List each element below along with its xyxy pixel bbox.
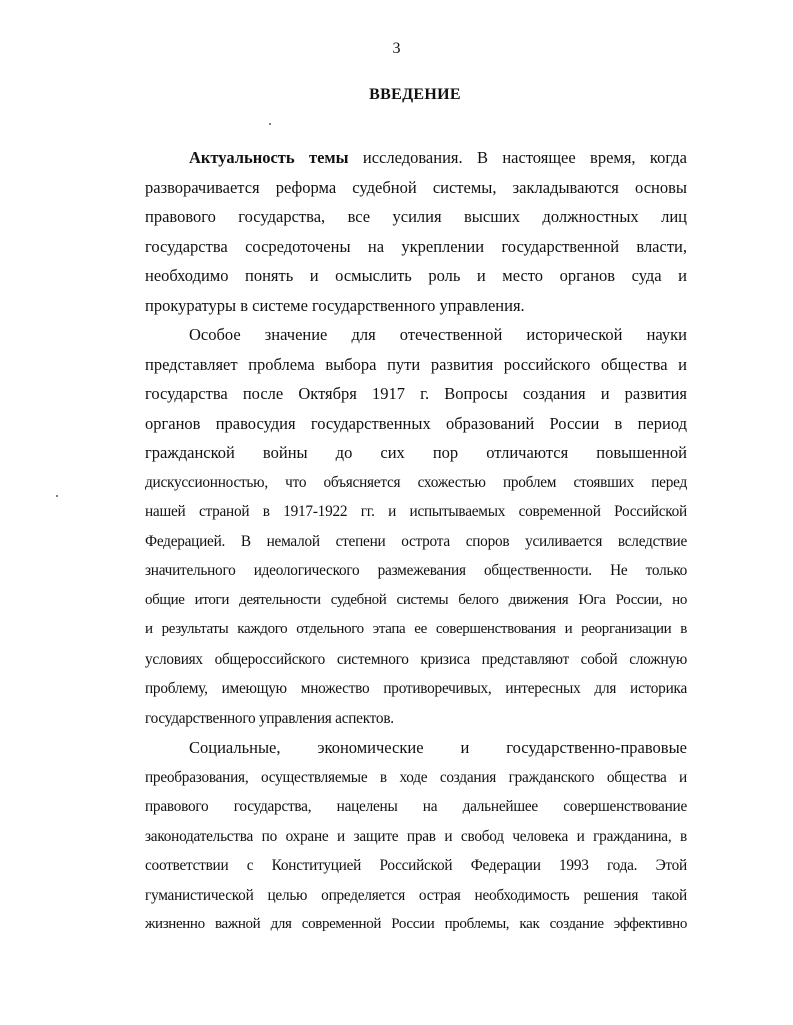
text-line: нашей страной в 1917-1922 гг. и испытываемых современной Российской [145, 503, 687, 520]
text-line: Социальные, экономические и государственно-правовые [189, 738, 687, 757]
text-line: дискуссионностью, что объясняется схожестью проблем стоявших перед [145, 473, 687, 491]
line-text: исследования. В настоящее время, когда [348, 148, 687, 167]
text-line: необходимо понять и осмыслить роль и место органов суда и [145, 266, 687, 285]
text-line: государства после Октября 1917 г. Вопросы создания и развития [145, 384, 687, 403]
text-line: Особое значение для отечественной исторической науки [189, 325, 687, 344]
text-line: условиях общероссийского системного кризиса представляют собой сложную [145, 650, 687, 668]
text-line: разворачивается реформа судебной системы, закладываются основы [145, 177, 687, 197]
text-line [145, 143, 687, 173]
text-line: и результаты каждого отдельного этапа ее совершенствования и реорганизации в [145, 621, 687, 637]
text-line: прокуратуры в системе государственного управления. [145, 295, 525, 315]
text-line: преобразования, осуществляемые в ходе создания гражданского общества и [145, 768, 687, 786]
text-line: значительного идеологического размежевания общественности. Не только [145, 562, 687, 579]
text-line: правового государства, все усилия высших должностных лиц [145, 207, 687, 226]
text-line: представляет проблема выбора пути развития российского общества и [145, 354, 687, 374]
text-line: государства сосредоточены на укреплении государственной власти, [145, 236, 687, 256]
text-line: органов правосудия государственных образований России в период [145, 413, 687, 433]
scan-speck [269, 123, 271, 125]
text-line: гуманистической целью определяется острая необходимость решения такой [145, 886, 687, 904]
text-line: гражданской войны до сих пор отличаются повышенной [145, 443, 687, 462]
text-line: соответствии с Конституцией Российской Федерации 1993 года. Этой [145, 857, 687, 874]
page-title: ВВЕДЕНИЕ [369, 86, 461, 103]
page-number: 3 [392, 40, 401, 57]
text-line: жизненно важной для современной России проблемы, как создание эффективно [145, 916, 687, 932]
emphasis-lead: Актуальность темы [189, 148, 349, 167]
text-line: государственного управления аспектов. [145, 709, 394, 727]
body-text [145, 143, 687, 940]
text-line: проблему, имеющую множество противоречивых, интересных для историка [145, 680, 687, 697]
scan-speck [56, 495, 58, 497]
text-line: общие итоги деятельности судебной системы белого движения Юга России, но [145, 591, 687, 608]
text-line: законодательства по охране и защите прав и свобод человека и гражданина, в [145, 827, 687, 845]
text-line: Федерацией. В немалой степени острота споров усиливается вследствие [145, 532, 687, 550]
text-line: правового государства, нацелены на дальнейшее совершенствование [145, 798, 687, 815]
